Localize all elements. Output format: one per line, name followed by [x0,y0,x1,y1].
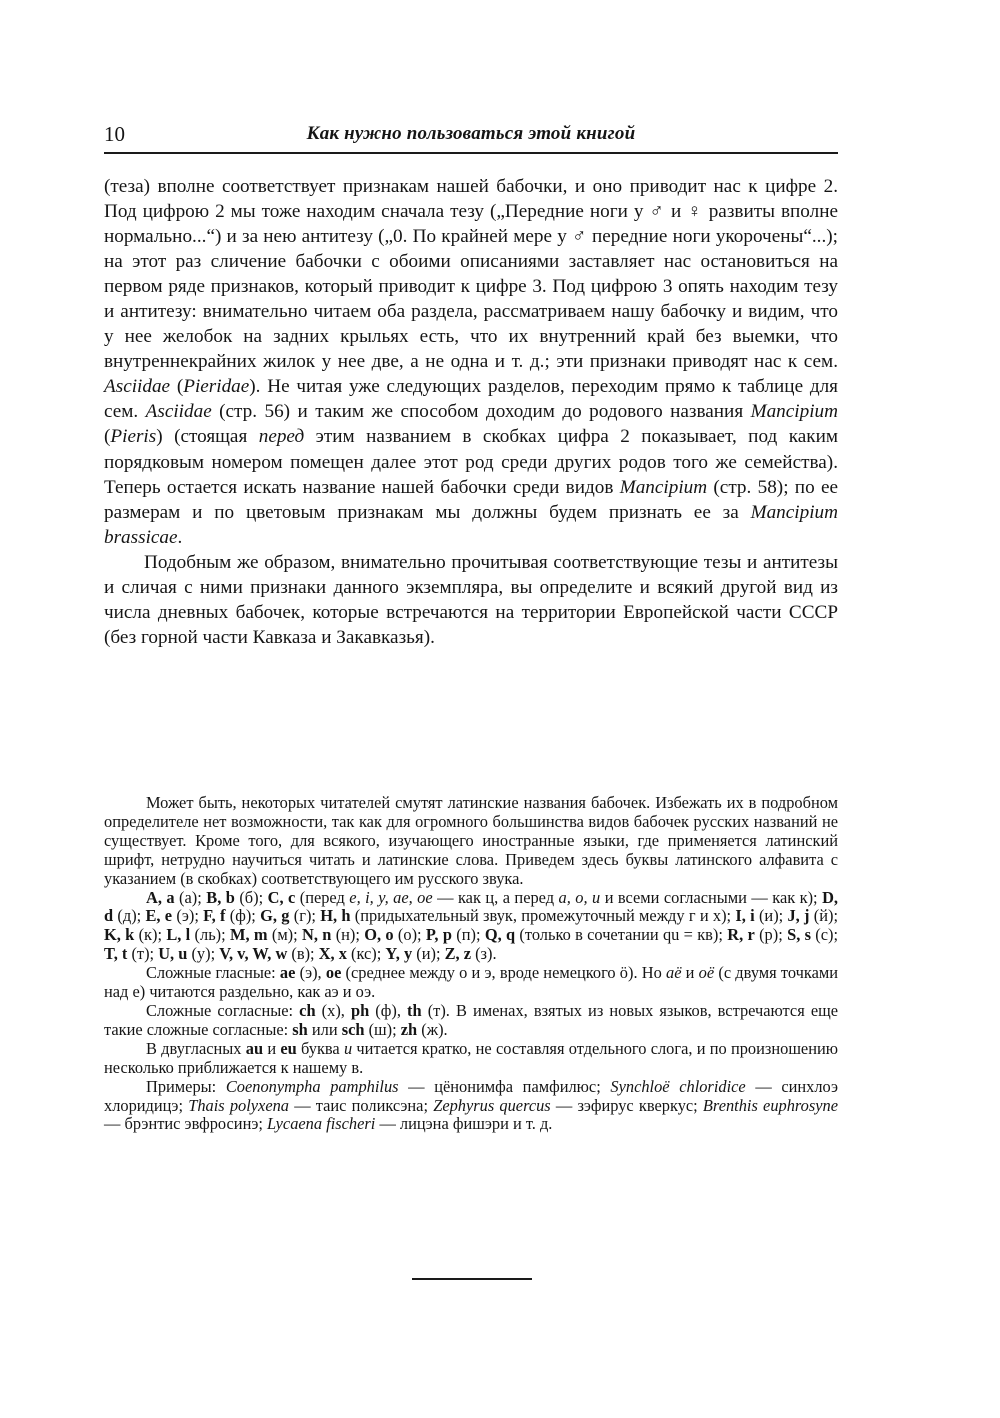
page-number: 10 [104,122,125,146]
note-diphthongs: В двугласных au и eu буква u читается кратко, не составляя отдельного слога, и по произношению несколько приближается к нашему в. [104,1038,838,1077]
taxon-name: Mancipium [619,476,708,498]
header-rule [104,152,838,154]
taxon-name: Pieridae [183,376,250,398]
emphasis: перед [258,426,305,448]
running-title: Как нужно пользоваться этой книгой [306,123,636,144]
note-intro: Может быть, некоторых читателей смутят латинские названия бабочек. Избежать их в подробном определителе нет возможности, так как для огромного большинства видов бабочек русских названий не существует. Кроме того, для всякого, изучающего иностранные языки, где применяется латинский шрифт, нетрудно научиться читать и латинские слова. Приведем здесь буквы латинского алфавита с указанием (в скобках) соответствующего им русского звука. [104,793,838,888]
note-examples: Примеры: Coenonympha pamphilus — цёнонимфа памфилюс; Synchloë chloridice — синхлоэ хлоридицэ; Thais polyxena — таис поликсэна; Zephyrus quercus — зэфирус кверкус; Brenthis euphrosyne — брэнтис эвфросинэ; Lycaena fischeri — лицэна фишэри и т. д. [104,1076,838,1134]
notes-block [104,794,838,1134]
taxon-name: Mancipium brassicae [104,501,838,548]
male-symbol: ♂ [571,226,587,248]
paragraph-1: (теза) вполне соответствует признакам нашей бабочки, и оно приводит нас к цифре 2. Под цифрою 2 мы тоже находим сначала тезу („Передние ноги у ♂ и ♀ развиты вполне нормально...“) и за нею антитезу („0. По крайней мере у ♂ передние ноги укорочены“...); на этот раз сличение бабочки с обоими описаниями заставляет нас остановиться на первом ряде признаков, который приводит к цифре 3. Под цифрою 3 опять находим тезу и антитезу: внимательно читаем оба раздела, рассматриваем нашу бабочку и видим, что у нее желобок на задних крыльях есть, что их внутренний край без выемки, что внутреннекрайних жилок у нее две, а не одна и т. д.; эти признаки приводят нас к сем. Asciidae (Pieridae). Не читая уже следующих разделов, переходим прямо к таблице для сем. Asciidae (стр. 56) и таким же способом доходим до родового названия Mancipium (Pieris) (стоящая перед этим названием в скобках цифра 2 показывает, под каким порядковым номером помещен далее этот род среди других родов того же семейства). Теперь остается искать название нашей бабочки среди видов Mancipium (стр. 58); по ее размерам и по цветовым признакам мы должны будем признать ее за Mancipium brassicae. [104,176,838,548]
main-text [104,174,838,650]
female-symbol: ♀ [687,201,703,223]
note-vowels: Сложные гласные: ae (э), oe (среднее между о и э, вроде немецкого ö). Но aë и oë (с двумя точками над e) читаются раздельно, как аэ и оэ. [104,963,839,1002]
note-alphabet: A, a (а); B, b (б); C, c (перед e, i, y, ae, oe — как ц, а перед a, o, u и всеми согласными — как к); D, d (д); E, e (э); F, f (ф); G, g (г); H, h (придыхательный звук, промежуточный между г и х); I, i (и); J, j (й); K, k (к); L, l (ль); M, m (м); N, n (н); O, o (о); P, p (п); Q, q (только в сочетании qu = кв); R, r (р); S, s (с); T, t (т); U, u (у); V, v, W, w (в); X, x (кс); Y, y (и); Z, z (з). [104,887,839,964]
taxon-name: Mancipium [750,401,838,423]
taxon-name: Pieris [110,426,157,448]
note-consonants: Сложные согласные: ch (х), ph (ф), th (т). В именах, взятых из новых языков, встречаются еще такие сложные согласные: sh или sch (ш); zh (ж). [104,1000,838,1039]
male-symbol: ♂ [649,201,665,223]
taxon-name: Asciidae [104,376,171,398]
taxon-name: Asciidae [145,401,212,423]
end-rule [412,1278,532,1280]
paragraph-2: Подобным же образом, внимательно прочитывая соответствующие тезы и антитезы и сличая с ними признаки данного экземпляра, вы определите и всякий другой вид из числа дневных бабочек, которые встречаются на территории Европейской части СССР (без горной части Кавказа и Закавказья). [104,551,838,648]
page-header [104,122,838,150]
